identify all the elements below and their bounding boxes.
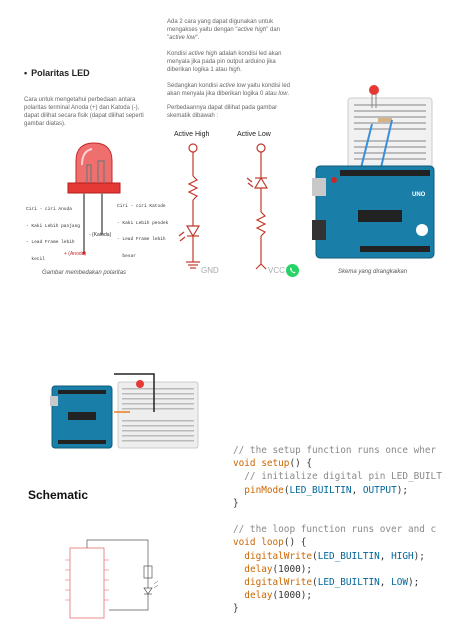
code-token: // the loop function runs over and c xyxy=(233,524,437,536)
code-token: ( xyxy=(312,577,318,589)
cathode-note-line: - Lead Frame lebih xyxy=(117,237,166,242)
resistor-high xyxy=(189,176,197,200)
code-token: ); xyxy=(396,484,409,496)
code-token: } xyxy=(233,603,239,615)
code-token xyxy=(233,577,244,588)
code-line xyxy=(233,497,398,510)
code-line xyxy=(233,536,398,549)
code-token: () { xyxy=(289,458,313,470)
code-line xyxy=(233,523,437,536)
usb-port xyxy=(312,178,326,196)
code-line xyxy=(233,550,425,563)
arduino-chip-outline xyxy=(70,548,104,618)
code-token: ); xyxy=(413,550,425,562)
anode-label: + (Anoda) xyxy=(64,251,87,257)
phone-glyph-icon xyxy=(286,264,299,277)
code-token: ( xyxy=(283,484,290,496)
code-token xyxy=(233,564,244,575)
code-token: // the setup function runs once wher xyxy=(233,445,437,456)
whatsapp-icon[interactable] xyxy=(286,264,299,277)
anode-note-line: - Kaki Lebih panjang xyxy=(26,223,81,229)
led-rim xyxy=(68,183,120,193)
code-token: (1000); xyxy=(272,563,313,575)
gnd-label: GND xyxy=(201,266,219,275)
code-token: , xyxy=(379,577,392,589)
code-token: delay xyxy=(244,563,273,575)
cathode-label: - (Katoda) xyxy=(89,232,112,238)
cathode-note-line: besar xyxy=(117,253,136,259)
code-line xyxy=(233,444,437,457)
code-token: void xyxy=(233,458,262,470)
active-high-label: Active High xyxy=(174,131,210,138)
breadboard-2 xyxy=(118,382,198,448)
code-token: delay xyxy=(244,590,273,602)
pin-terminal-low xyxy=(257,144,265,152)
arduino-breadboard-illustration xyxy=(312,80,442,265)
uno-label: UNO xyxy=(412,192,426,198)
code-token: } xyxy=(233,497,239,509)
power-jack xyxy=(312,220,326,240)
vcc-label: VCC xyxy=(268,266,285,275)
anode-note-line: kecil xyxy=(26,256,45,262)
code-token: ); xyxy=(408,577,420,589)
polarity-description: Cara untuk mengetahui perbedaan antara polaritas terminal Anoda (+) dan Katoda (-), dapat dilihat secara fisik (dapat dilihat seperti gambar diatas). xyxy=(24,97,144,127)
code-token: HIGH xyxy=(391,550,414,562)
paragraph-methods: Ada 2 cara yang dapat digunakan untuk mengakses yaitu dengan "active high" dan "active low". xyxy=(167,19,281,41)
anode-note-line: - Lead Frame lebih xyxy=(26,240,75,245)
led-symbol-low xyxy=(255,178,267,188)
code-token: , xyxy=(351,484,363,496)
code-token: LED_BUILTIN xyxy=(289,484,352,496)
polarity-title xyxy=(24,68,90,78)
breadboard-led xyxy=(369,85,379,95)
code-token: pinMode xyxy=(244,484,284,496)
code-token xyxy=(233,485,244,496)
code-line xyxy=(233,589,398,602)
microcontroller-chip xyxy=(358,210,402,222)
active-schematic-diagram xyxy=(170,140,300,280)
code-token: LED_BUILTIN xyxy=(317,550,380,562)
code-token: ( xyxy=(312,550,318,562)
code-token: LOW xyxy=(391,577,409,589)
code-token: loop xyxy=(261,537,284,549)
code-token: (1000); xyxy=(272,590,313,602)
code-token: digitalWrite xyxy=(244,577,313,589)
code-line xyxy=(233,510,398,523)
code-line xyxy=(233,457,398,470)
code-token: digitalWrite xyxy=(244,550,313,562)
paragraph-schematic-intro: Perbedaannya dapat dilihat pada gambar skematik dibawah : xyxy=(167,105,278,119)
breadboard-resistor xyxy=(378,118,392,122)
board-caption: Skema yang dirangkaikan xyxy=(338,269,408,275)
code-token: void xyxy=(233,537,262,549)
code-token xyxy=(233,551,244,562)
code-line xyxy=(233,576,420,589)
code-line xyxy=(233,602,398,615)
code-token: () { xyxy=(283,537,307,549)
led-symbol-high xyxy=(187,226,199,236)
bullet: • xyxy=(24,68,28,78)
code-token: LED_BUILTIN xyxy=(317,577,380,589)
arduino-breadboard-wiring xyxy=(50,368,205,453)
code-token: setup xyxy=(261,458,290,470)
arduino-circuit-schematic xyxy=(62,536,172,626)
paragraph-active-low: Sedangkan kondisi active low yaitu kondisi led akan menyala jika diberikan logika 0 atau low. xyxy=(167,83,291,97)
arduino-code-block xyxy=(233,444,442,616)
code-line xyxy=(233,563,398,576)
code-token: , xyxy=(379,550,392,562)
code-token: // initialize digital pin LED_BUILT xyxy=(233,471,442,483)
schematic-heading: Schematic xyxy=(28,488,89,502)
polarity-caption: Gambar membedakan polaritas xyxy=(42,270,127,276)
active-low-label: Active Low xyxy=(237,131,271,138)
breadboard-led-2 xyxy=(136,380,144,388)
cathode-notes xyxy=(117,193,168,265)
pin-terminal-high xyxy=(189,144,197,152)
paragraph-active-high: Kondisi active high adalah kondisi led akan menyala jika pada pin output arduino jika diberikan logika 1 atau high. xyxy=(167,51,282,73)
cathode-note-line: Ciri - ciri Katode xyxy=(117,204,166,209)
polarity-title-text: Polaritas LED xyxy=(31,68,90,78)
code-line xyxy=(233,470,442,483)
cathode-note-line: - Kaki Lebih pendek xyxy=(117,220,169,226)
code-token xyxy=(233,590,244,601)
code-token: OUTPUT xyxy=(362,484,397,496)
resistor-low xyxy=(257,212,265,236)
anode-note-line: Ciri - ciri Anoda xyxy=(26,207,72,212)
code-line xyxy=(233,484,409,497)
breadboard xyxy=(348,98,432,176)
schematic-led xyxy=(144,588,152,594)
